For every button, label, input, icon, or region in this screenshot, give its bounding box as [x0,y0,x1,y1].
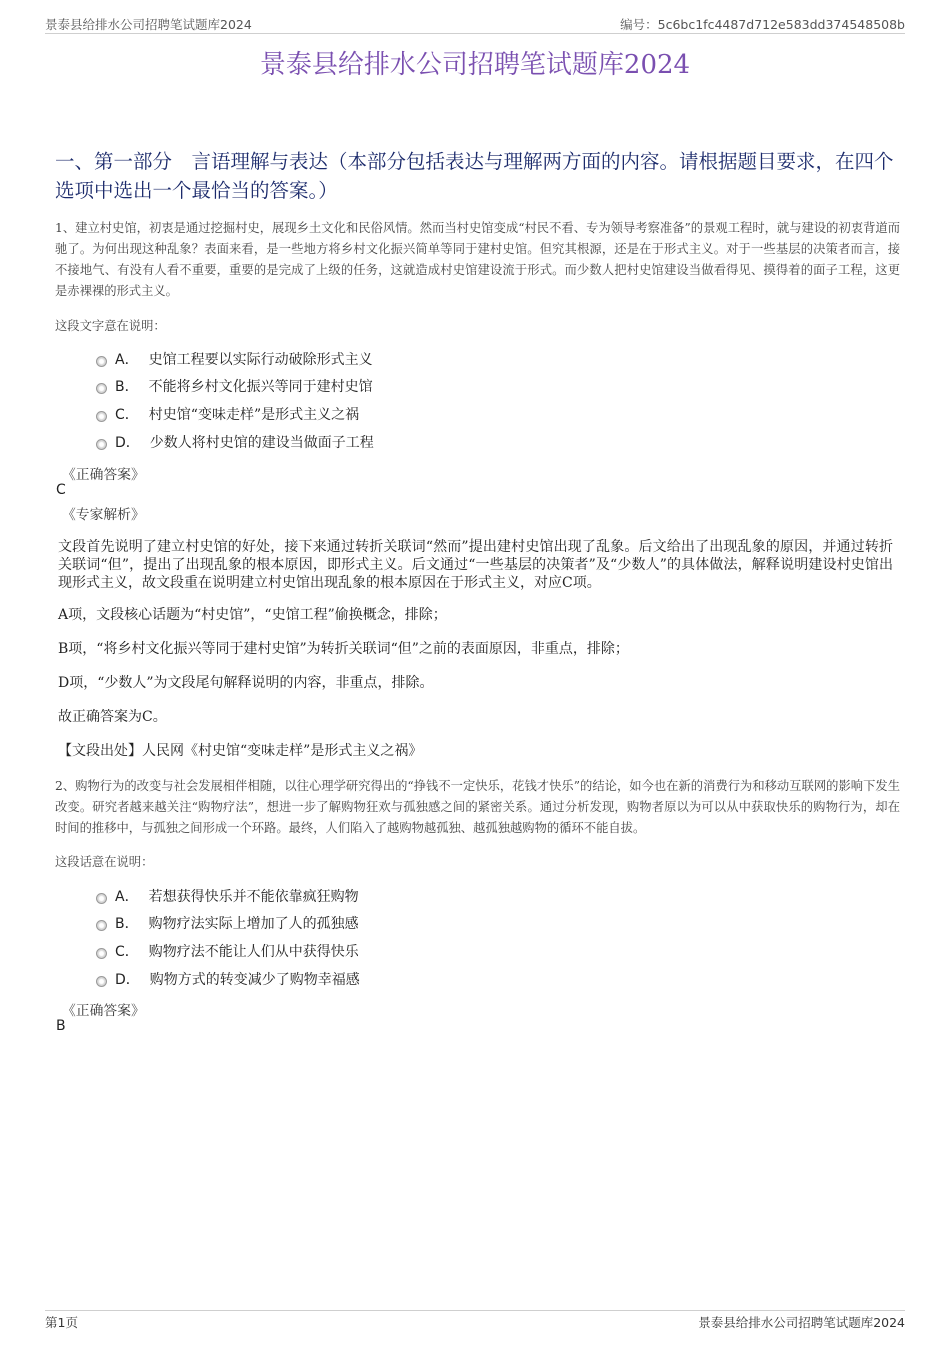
option-letter: D． [115,435,140,451]
radio-icon[interactable] [96,383,107,394]
question-1-option-c[interactable] [96,404,359,424]
question-1-prompt: 这段文字意在说明： [55,319,166,333]
radio-icon[interactable] [96,920,107,931]
radio-icon[interactable] [96,439,107,450]
option-text: 购物方式的转变减少了购物幸福感 [149,972,360,988]
radio-icon[interactable] [96,948,107,959]
question-1-option-b[interactable] [96,376,373,396]
question-2-option-b[interactable] [96,913,359,933]
question-2-stem: 2、购物行为的改变与社会发展相伴相随，以往心理学研究得出的“挣钱不一定快乐，花钱才快乐”的结论，如今也在新的消费行为和移动互联网的影响下发生改变。研究者越来越关注“购物疗法”，想进一步了解购物狂欢与孤独感之间的紧密关系。通过分析发现，购物者原以为可以从中获取快乐的购物行为，却在时间的推移中，与孤独之间形成一个环路。最终，人们陷入了越购物越孤独、越孤独越购物的循环不能自拔。 [55,779,900,835]
page-number: 第1页 [45,1315,78,1330]
question-2-answer: B [56,1018,66,1034]
header-title: 景泰县给排水公司招聘笔试题库2024 [45,17,252,32]
question-1-option-d[interactable] [96,432,374,452]
section-heading: 一、第一部分 言语理解与表达（本部分包括表达与理解两方面的内容。请根据题目要求，在四个选项中选出一个最恰当的答案。） [55,150,894,202]
document-id: 编号：5c6bc1fc4487d712e583dd374548508b [620,17,905,32]
option-letter: A． [115,889,139,905]
question-2-option-d[interactable] [96,969,360,989]
question-2-answer-label: 《正确答案》 [62,1003,145,1019]
radio-icon[interactable] [96,411,107,422]
footer-title: 景泰县给排水公司招聘笔试题库2024 [698,1315,905,1330]
option-text: 村史馆“变味走样”是形式主义之祸 [148,407,360,423]
option-text: 不能将乡村文化振兴等同于建村史馆 [148,379,373,395]
header-divider [45,33,905,34]
option-text: 史馆工程要以实际行动破除形式主义 [148,352,373,368]
question-1-stem: 1、建立村史馆，初衷是通过挖掘村史，展现乡土文化和民俗风情。然而当村史馆变成“村民不看、专为领导考察准备”的景观工程时，就与建设的初衷背道而驰了。为何出现这种乱象？表面来看，是一些地方将乡村文化振兴简单等同于建村史馆。但究其根源，还是在于形式主义。对于一些基层的决策者而言，接不接地气、有没有人看不重要，重要的是完成了上级的任务，这就造成村史馆建设流于形式。而少数人把村史馆建设当做看得见、摸得着的面子工程，这更是赤裸裸的形式主义。 [55,221,900,298]
question-2-option-c[interactable] [96,941,359,961]
question-1-analysis-conclusion: 故正确答案为C。 [58,709,167,725]
question-1-analysis-a: A项，文段核心话题为“村史馆”，“史馆工程”偷换概念，排除； [58,607,447,623]
question-1-source: 【文段出处】人民网《村史馆“变味走样”是形式主义之祸》 [58,743,423,759]
question-2-option-a[interactable] [96,886,359,906]
option-text: 购物疗法不能让人们从中获得快乐 [148,944,359,960]
question-1-answer: C [56,482,66,498]
question-1-analysis-label: 《专家解析》 [62,507,145,523]
radio-icon[interactable] [96,893,107,904]
question-2-prompt: 这段话意在说明： [55,855,154,869]
option-letter: A． [115,352,139,368]
option-letter: D． [115,972,140,988]
radio-icon[interactable] [96,356,107,367]
question-1-option-a[interactable] [96,349,373,369]
option-letter: B． [115,916,139,932]
option-letter: B． [115,379,139,395]
option-text: 购物疗法实际上增加了人的孤独感 [148,916,359,932]
question-1-answer-label: 《正确答案》 [62,467,145,483]
footer-divider [45,1310,905,1311]
question-1-analysis-d: D项，“少数人”为文段尾句解释说明的内容，非重点，排除。 [58,675,434,691]
option-letter: C． [115,407,139,423]
radio-icon[interactable] [96,976,107,987]
option-text: 若想获得快乐并不能依靠疯狂购物 [148,889,359,905]
question-1-analysis-b: B项，“将乡村文化振兴等同于建村史馆”为转折关联词“但”之前的表面原因，非重点，排除； [58,641,629,657]
option-text: 少数人将村史馆的建设当做面子工程 [149,435,374,451]
question-1-analysis-main: 文段首先说明了建立村史馆的好处，接下来通过转折关联词“然而”提出建村史馆出现了乱象。后文给出了出现乱象的原因，并通过转折关联词“但”，提出了出现乱象的根本原因，即形式主义。后文通过“一些基层的决策者”及“少数人”的具体做法，解释说明建设村史馆出现形式主义，故文段重在说明建立村史馆出现乱象的根本原因在于形式主义，对应C项。 [58,539,893,591]
option-letter: C． [115,944,139,960]
page-title: 景泰县给排水公司招聘笔试题库2024 [259,50,691,80]
